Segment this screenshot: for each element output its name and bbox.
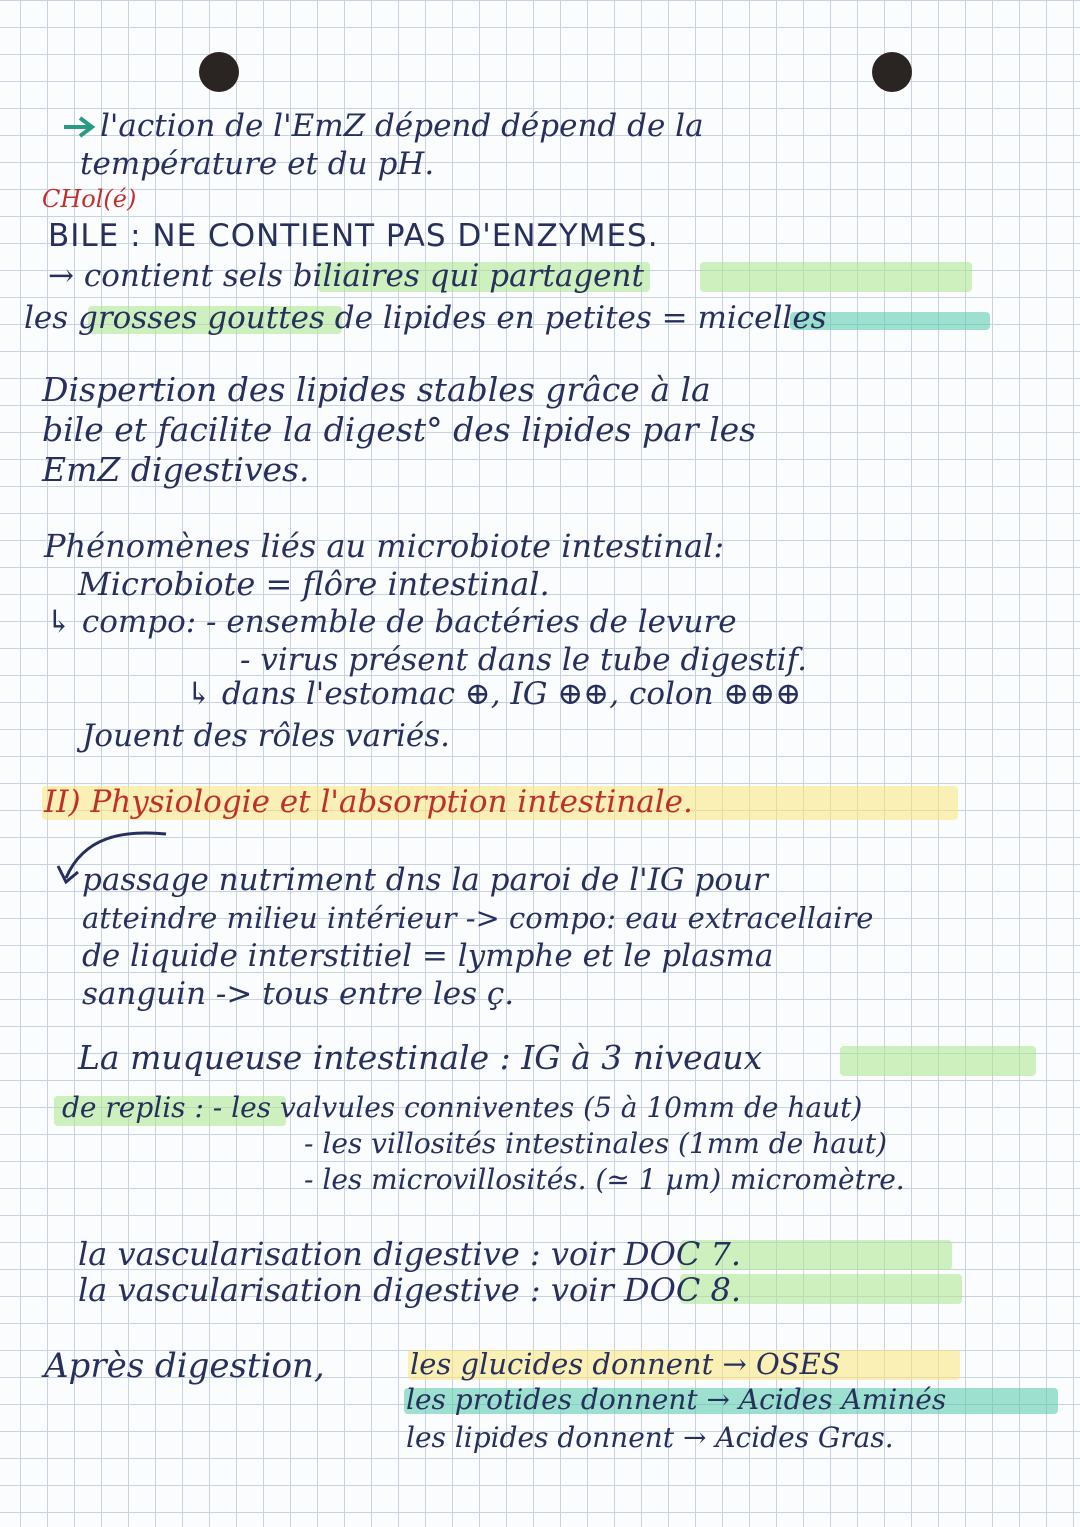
muqueuse-microvillosites: - les microvillosités. (≃ 1 µm) micromètre.	[304, 1163, 905, 1196]
dispersion-line-1: Dispertion des lipides stables grâce à la	[42, 370, 711, 409]
enzyme-action-line-2: température et du pH.	[80, 146, 435, 182]
section-heading-physiologie: II) Physiologie et l'absorption intestinale.	[44, 784, 693, 820]
microbiote-compo-1: ↳ compo: - ensemble de bactéries de levure	[46, 604, 737, 640]
bile-micelles-line: les grosses gouttes de lipides en petites = micelles	[24, 300, 827, 336]
enzyme-action-line-1: l'action de l'EmZ dépend dépend de la	[100, 108, 704, 144]
bile-heading: BILE : NE CONTIENT PAS D'ENZYMES.	[48, 218, 659, 254]
vascularisation-line-1: la vascularisation digestive : voir DOC 7.	[78, 1235, 741, 1273]
absorption-line-1: passage nutriment dns la paroi de l'IG pour	[82, 862, 768, 898]
microbiote-locations: ↳ dans l'estomac ⊕, IG ⊕⊕, colon ⊕⊕⊕	[186, 676, 802, 712]
binder-hole-left	[199, 52, 239, 92]
bile-contains-line: → contient sels biliaires qui partagent	[48, 258, 644, 294]
arrow-right-icon	[62, 116, 96, 138]
digestion-lipides: les lipides donnent → Acides Gras.	[406, 1421, 894, 1454]
microbiote-heading: Phénomènes liés au microbiote intestinal:	[44, 527, 725, 565]
absorption-line-2: atteindre milieu intérieur -> compo: eau extracellaire	[82, 901, 874, 935]
digestion-lead: Après digestion,	[44, 1346, 325, 1386]
digestion-glucides: les glucides donnent → OSES	[410, 1347, 841, 1381]
muqueuse-villosites: - les villosités intestinales (1mm de haut)	[304, 1127, 888, 1160]
microbiote-compo-2: - virus présent dans le tube digestif.	[240, 642, 807, 678]
dispersion-line-3: EmZ digestives.	[42, 450, 310, 489]
chole-note: CHol(é)	[42, 185, 137, 213]
absorption-line-4: sanguin -> tous entre les ç.	[82, 976, 515, 1012]
vascularisation-line-2: la vascularisation digestive : voir DOC 8.	[78, 1271, 741, 1309]
absorption-line-3: de liquide interstitiel = lymphe et le plasma	[82, 938, 774, 974]
muqueuse-valvules: de replis : - les valvules conniventes (5 à 10mm de haut)	[62, 1091, 863, 1124]
highlight-3-niveaux	[840, 1046, 1036, 1076]
microbiote-roles: Jouent des rôles variés.	[82, 718, 450, 754]
microbiote-definition: Microbiote = flôre intestinal.	[78, 565, 550, 603]
dispersion-line-2: bile et facilite la digest° des lipides par les	[42, 410, 757, 449]
muqueuse-heading: La muqueuse intestinale : IG à 3 niveaux	[78, 1038, 763, 1077]
binder-hole-right	[872, 52, 912, 92]
digestion-protides: les protides donnent → Acides Aminés	[406, 1383, 947, 1416]
highlight-partagent	[700, 262, 972, 292]
